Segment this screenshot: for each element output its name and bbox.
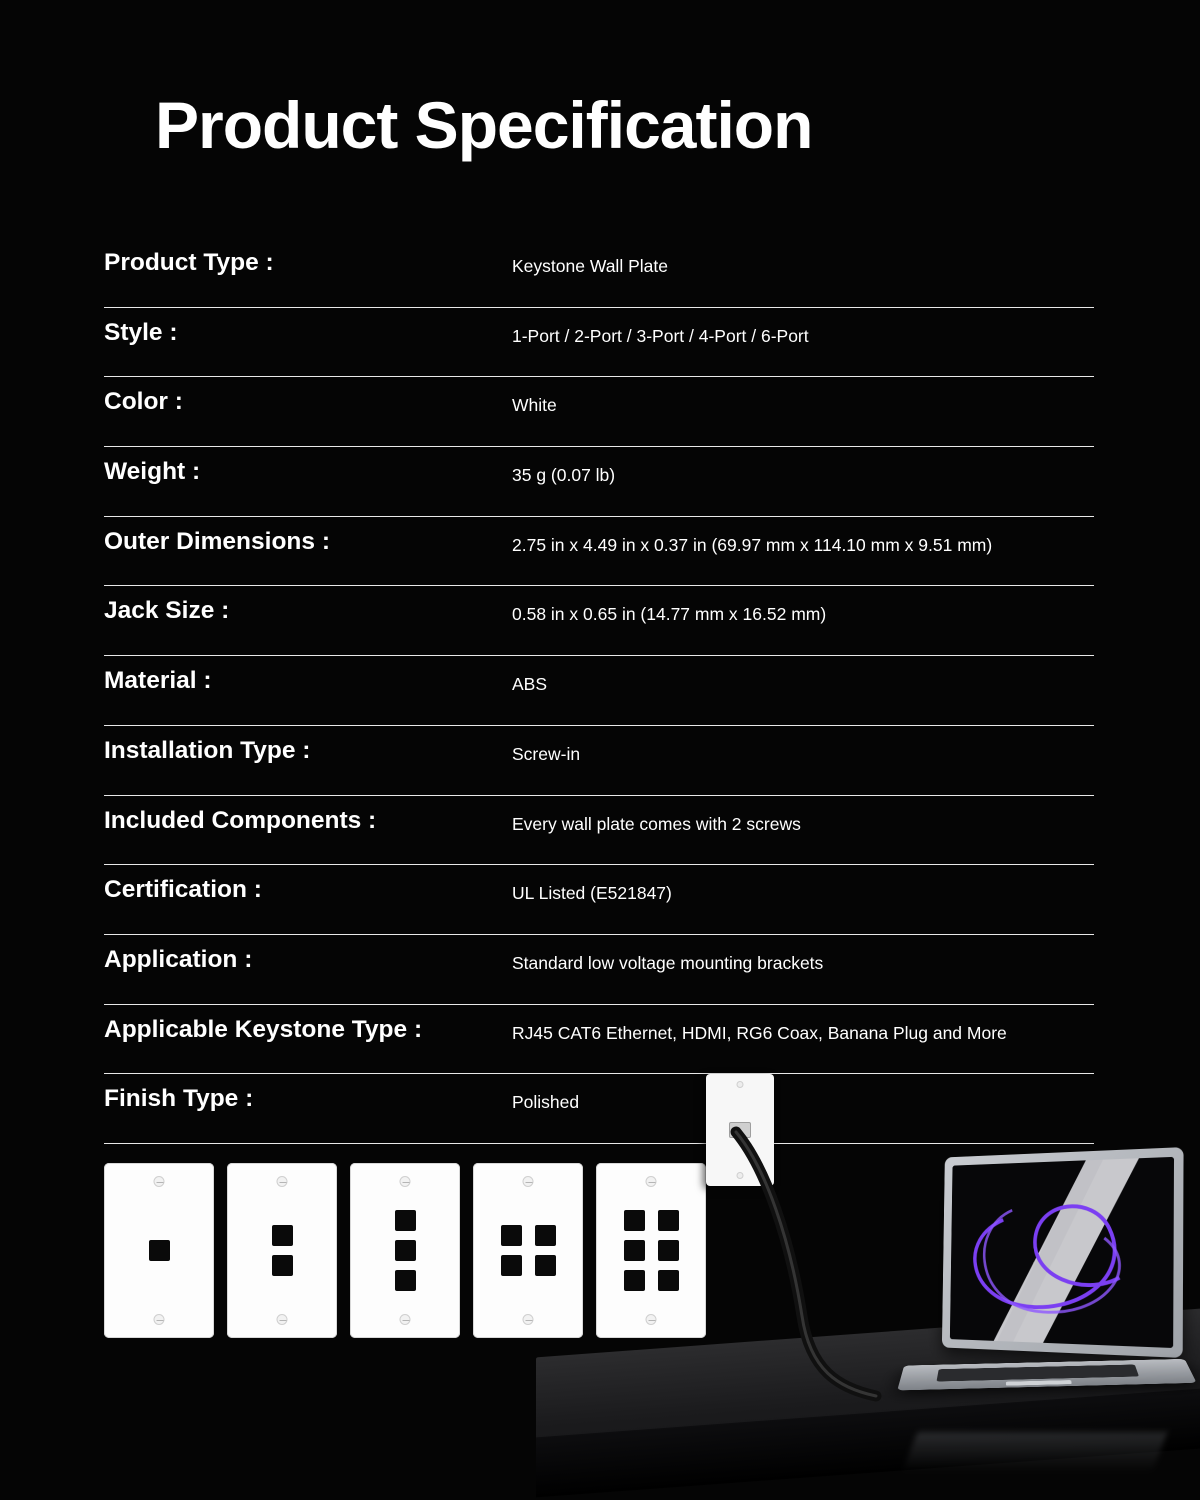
page-title: Product Specification	[155, 88, 813, 162]
spec-label: Installation Type :	[104, 736, 311, 764]
installed-wall-plate	[706, 1074, 774, 1186]
spec-value: RJ45 CAT6 Ethernet, HDMI, RG6 Coax, Banana Plug and More	[512, 1022, 1007, 1043]
table-row	[104, 377, 1094, 447]
screw-icon	[154, 1176, 165, 1187]
table-row	[104, 796, 1094, 866]
laptop	[902, 1152, 1192, 1442]
specification-table	[104, 238, 1094, 1144]
screw-icon	[737, 1081, 744, 1088]
spec-value: White	[512, 395, 557, 416]
spec-label: Certification :	[104, 876, 262, 904]
spec-label: Applicable Keystone Type :	[104, 1015, 423, 1043]
table-row	[104, 308, 1094, 378]
spec-label: Application :	[104, 945, 253, 973]
spec-value: Standard low voltage mounting brackets	[512, 952, 824, 973]
spec-label: Style :	[104, 318, 178, 346]
port-group	[272, 1225, 293, 1276]
spec-value: Keystone Wall Plate	[512, 256, 668, 276]
spec-value: ABS	[512, 674, 548, 695]
table-row	[104, 935, 1094, 1005]
table-row	[104, 586, 1094, 656]
keystone-port	[272, 1225, 293, 1246]
spec-label: Material :	[104, 667, 212, 695]
spec-value: 2.75 in x 4.49 in x 0.37 in (69.97 mm x 114.10 mm x 9.51 mm)	[512, 534, 993, 555]
screen-content	[950, 1157, 1174, 1348]
table-row	[104, 517, 1094, 587]
table-row	[104, 865, 1094, 935]
laptop-keyboard	[936, 1365, 1139, 1382]
screw-icon	[277, 1314, 288, 1325]
keystone-port	[395, 1240, 416, 1261]
spec-value: Every wall plate comes with 2 screws	[512, 813, 801, 834]
screw-icon	[400, 1314, 411, 1325]
screw-icon	[400, 1176, 411, 1187]
spec-value: 35 g (0.07 lb)	[512, 465, 616, 486]
screw-icon	[277, 1176, 288, 1187]
wallpaper-art	[950, 1157, 1174, 1348]
spec-value: 1-Port / 2-Port / 3-Port / 4-Port / 6-Port	[512, 325, 809, 346]
spec-label: Weight :	[104, 458, 201, 486]
spec-label: Product Type :	[104, 249, 274, 276]
table-row	[104, 726, 1094, 796]
laptop-trackpad	[1006, 1380, 1072, 1386]
keystone-port	[395, 1210, 416, 1231]
1-port-wall-plate	[104, 1163, 214, 1338]
keystone-port	[395, 1270, 416, 1291]
spec-label: Finish Type :	[104, 1085, 254, 1113]
spec-label: Jack Size :	[104, 597, 230, 625]
port-group	[395, 1210, 416, 1291]
screw-icon	[154, 1314, 165, 1325]
spec-value: 0.58 in x 0.65 in (14.77 mm x 16.52 mm)	[512, 604, 827, 625]
desk-reflection	[903, 1432, 1168, 1472]
laptop-screen	[942, 1147, 1184, 1358]
table-row	[104, 656, 1094, 726]
screw-icon	[737, 1172, 744, 1179]
table-row	[104, 238, 1094, 308]
product-usage-photo	[520, 1060, 1200, 1500]
rj45-jack	[729, 1122, 751, 1138]
spec-label: Included Components :	[104, 806, 377, 834]
spec-value: Polished	[512, 1092, 580, 1113]
3-port-wall-plate	[350, 1163, 460, 1338]
spec-label: Outer Dimensions :	[104, 527, 330, 555]
2-port-wall-plate	[227, 1163, 337, 1338]
port-group	[149, 1240, 170, 1261]
spec-value: UL Listed (E521847)	[512, 883, 672, 904]
table-row	[104, 447, 1094, 517]
keystone-port	[149, 1240, 170, 1261]
spec-value: Screw-in	[512, 743, 581, 764]
spec-label: Color :	[104, 388, 183, 416]
keystone-port	[501, 1255, 522, 1276]
keystone-port	[501, 1225, 522, 1246]
keystone-port	[272, 1255, 293, 1276]
laptop-base	[897, 1359, 1196, 1391]
